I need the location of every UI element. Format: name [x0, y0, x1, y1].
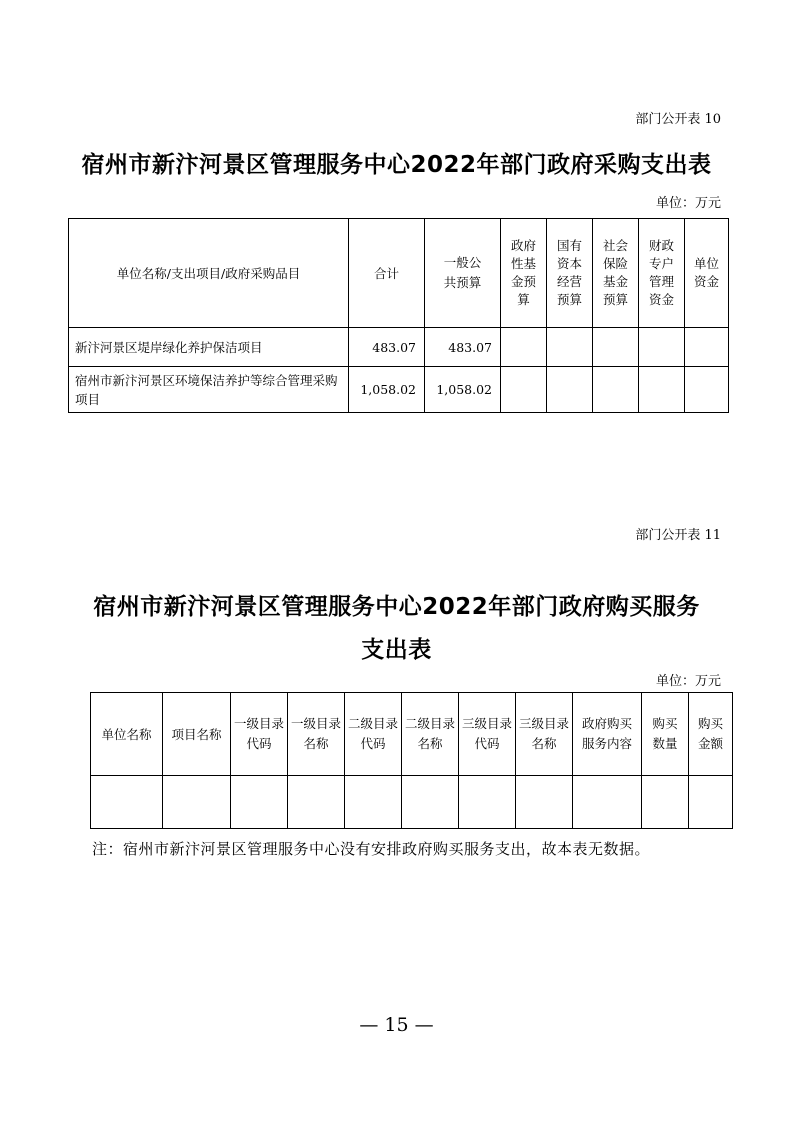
- page-number: — 15 —: [359, 1014, 434, 1036]
- table-row: [69, 367, 729, 413]
- row-total: 483.07: [349, 328, 425, 367]
- header-gov-fund: 政府性基金预算: [501, 219, 547, 328]
- empty-cell: [345, 776, 402, 829]
- header-general-budget: 一般公共预算: [425, 219, 501, 328]
- empty-cell: [639, 367, 685, 413]
- empty-cell: [231, 776, 288, 829]
- header-project-name: 项目名称: [163, 693, 231, 776]
- table-row: [69, 328, 729, 367]
- empty-cell: [516, 776, 573, 829]
- header-total: 合计: [349, 219, 425, 328]
- service-table-title: 宿州市新汴河景区管理服务中心2022年部门政府购买服务: [93, 594, 700, 620]
- row-total: 1,058.02: [349, 367, 425, 413]
- header-l2-code: 二级目录代码: [345, 693, 402, 776]
- table-code-10: 部门公开表 10: [635, 112, 721, 127]
- header-l2-name: 二级目录名称: [402, 693, 459, 776]
- empty-cell: [459, 776, 516, 829]
- empty-cell: [501, 328, 547, 367]
- empty-cell: [547, 328, 593, 367]
- header-unit-name: 单位名称: [91, 693, 163, 776]
- row-name: 宿州市新汴河景区环境保洁养护等综合管理采购项目: [69, 367, 349, 413]
- header-quantity: 购买数量: [642, 693, 689, 776]
- row-general: 483.07: [425, 328, 501, 367]
- header-service-content: 政府购买服务内容: [573, 693, 642, 776]
- service-purchase-table: [90, 692, 733, 829]
- procurement-expenditure-table: [68, 218, 729, 413]
- header-state-capital: 国有资本经营预算: [547, 219, 593, 328]
- procurement-table-title: 宿州市新汴河景区管理服务中心2022年部门政府采购支出表: [81, 152, 712, 178]
- empty-cell: [573, 776, 642, 829]
- table-row: [91, 776, 733, 829]
- header-l1-code: 一级目录代码: [231, 693, 288, 776]
- table-note: 注：宿州市新汴河景区管理服务中心没有安排政府购买服务支出，故本表无数据。: [92, 840, 651, 858]
- table-code-11: 部门公开表 11: [635, 528, 721, 543]
- empty-cell: [685, 367, 729, 413]
- header-l3-code: 三级目录代码: [459, 693, 516, 776]
- empty-cell: [689, 776, 733, 829]
- header-name: 单位名称/支出项目/政府采购品目: [69, 219, 349, 328]
- empty-cell: [593, 367, 639, 413]
- header-l3-name: 三级目录名称: [516, 693, 573, 776]
- empty-cell: [547, 367, 593, 413]
- row-name: 新汴河景区堤岸绿化养护保洁项目: [69, 328, 349, 367]
- table-header-row: [91, 693, 733, 776]
- unit-label-2: 单位：万元: [655, 674, 721, 689]
- empty-cell: [501, 367, 547, 413]
- header-social-insurance: 社会保险基金预算: [593, 219, 639, 328]
- empty-cell: [642, 776, 689, 829]
- empty-cell: [685, 328, 729, 367]
- header-amount: 购买金额: [689, 693, 733, 776]
- empty-cell: [593, 328, 639, 367]
- empty-cell: [163, 776, 231, 829]
- unit-label-1: 单位：万元: [655, 196, 721, 211]
- empty-cell: [288, 776, 345, 829]
- service-table-title-line2: 支出表: [361, 637, 432, 663]
- empty-cell: [402, 776, 459, 829]
- header-special-account: 财政专户管理资金: [639, 219, 685, 328]
- header-l1-name: 一级目录名称: [288, 693, 345, 776]
- empty-cell: [639, 328, 685, 367]
- table-header-row: [69, 219, 729, 328]
- empty-cell: [91, 776, 163, 829]
- header-unit-fund: 单位资金: [685, 219, 729, 328]
- row-general: 1,058.02: [425, 367, 501, 413]
